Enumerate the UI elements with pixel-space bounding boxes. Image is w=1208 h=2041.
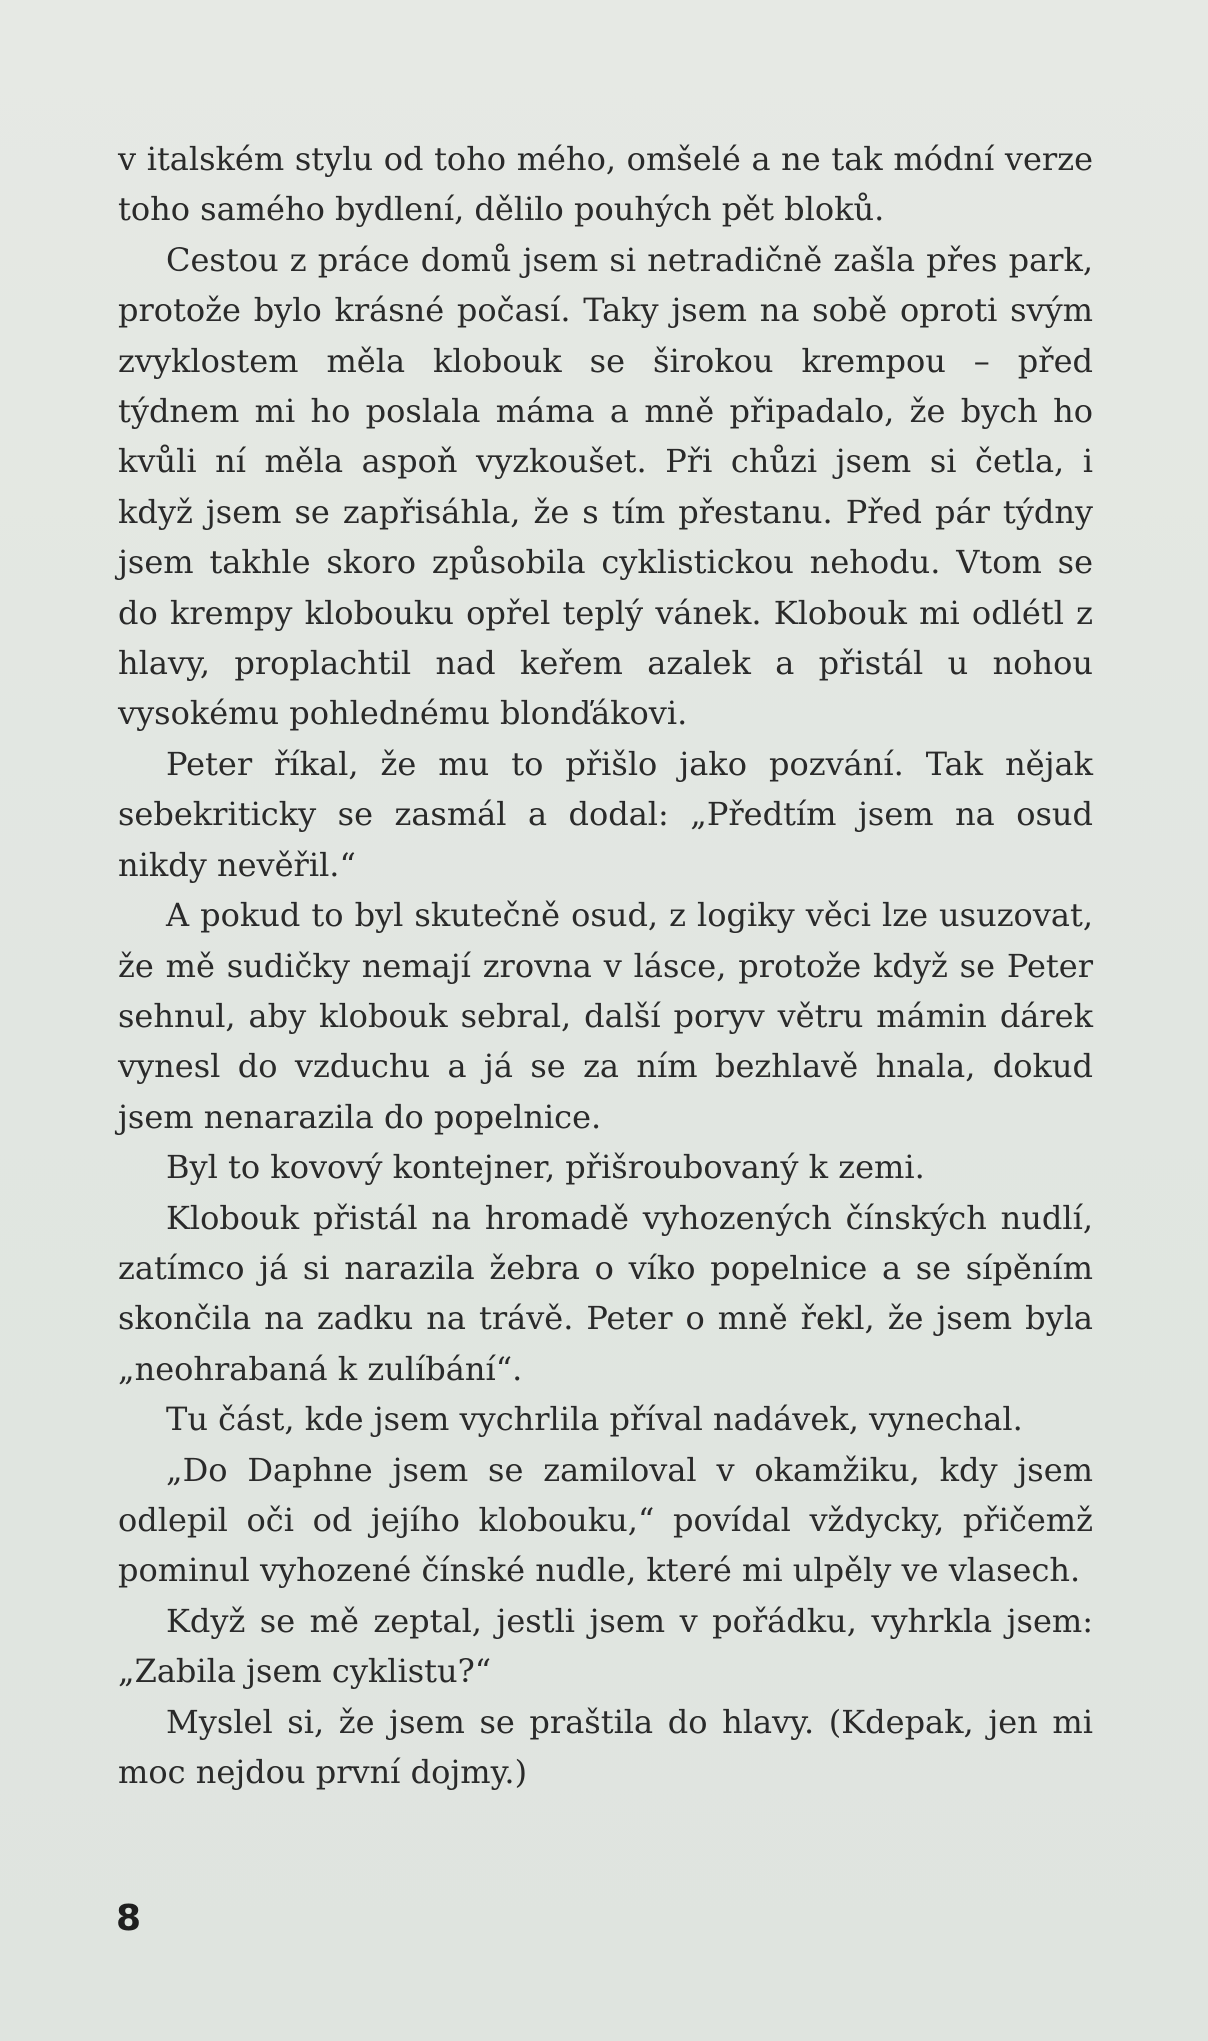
paragraph: Peter říkal, že mu to přišlo jako pozvání. Tak nějak sebekriticky se zasmál a dodal: „Předtím jsem na osud nikdy nevěřil.“ xyxy=(118,744,1093,884)
paragraph: Cestou z práce domů jsem si netradičně zašla přes park, protože bylo krásné počasí. Taky jsem na sobě oproti svým zvyklostem měla klobouk se širokou krempou – před týdnem mi ho poslala máma a mně připadalo, že bych ho kvůli ní měla aspoň vyzkoušet. Při chůzi jsem si četla, i když jsem se zapřisáhla, že s tím přestanu. Před pár týdny jsem takhle skoro způsobila cyklistickou nehodu. Vtom se do krempy klobouku opřel teplý vánek. Klobouk mi odlétl z hlavy, proplachtil nad keřem azalek a přistál u nohou vysokému pohlednému blonďákovi. xyxy=(118,240,1093,733)
paragraph: Tu část, kde jsem vychrlila příval nadávek, vynechal. xyxy=(166,1400,1023,1439)
page-number: 8 xyxy=(116,1898,142,1939)
paragraph: Klobouk přistál na hromadě vyhozených čínských nudlí, zatímco já si narazila žebra o víko popelnice a se sípěním skončila na zadku na trávě. Peter o mně řekl, že jsem byla „neohrabaná k zulíbání“. xyxy=(118,1198,1093,1388)
body-text xyxy=(118,134,1093,1797)
paragraph: v italském stylu od toho mého, omšelé a ne tak módní verze toho samého bydlení, dělilo pouhých pět bloků. xyxy=(118,140,1093,229)
paragraph: Byl to kovový kontejner, přišroubovaný k zemi. xyxy=(166,1148,925,1187)
paragraph: A pokud to byl skutečně osud, z logiky věci lze usuzovat, že mě sudičky nemají zrovna v lásce, protože když se Peter sehnul, aby klobouk sebral, další poryv větru mámin dárek vynesl do vzduchu a já se za ním bezhlavě hnala, dokud jsem nenarazila do popelnice. xyxy=(118,896,1093,1136)
paragraph: „Do Daphne jsem se zamiloval v okamžiku, kdy jsem odlepil oči od jejího klobouku,“ povídal vždycky, přičemž pominul vyhozené čínské nudle, které mi ulpěly ve vlasech. xyxy=(118,1450,1093,1590)
paragraph: Myslel si, že jsem se praštila do hlavy. (Kdepak, jen mi moc nejdou první dojmy.) xyxy=(118,1702,1093,1791)
paragraph: Když se mě zeptal, jestli jsem v pořádku, vyhrkla jsem: „Zabila jsem cyklistu?“ xyxy=(118,1601,1093,1691)
